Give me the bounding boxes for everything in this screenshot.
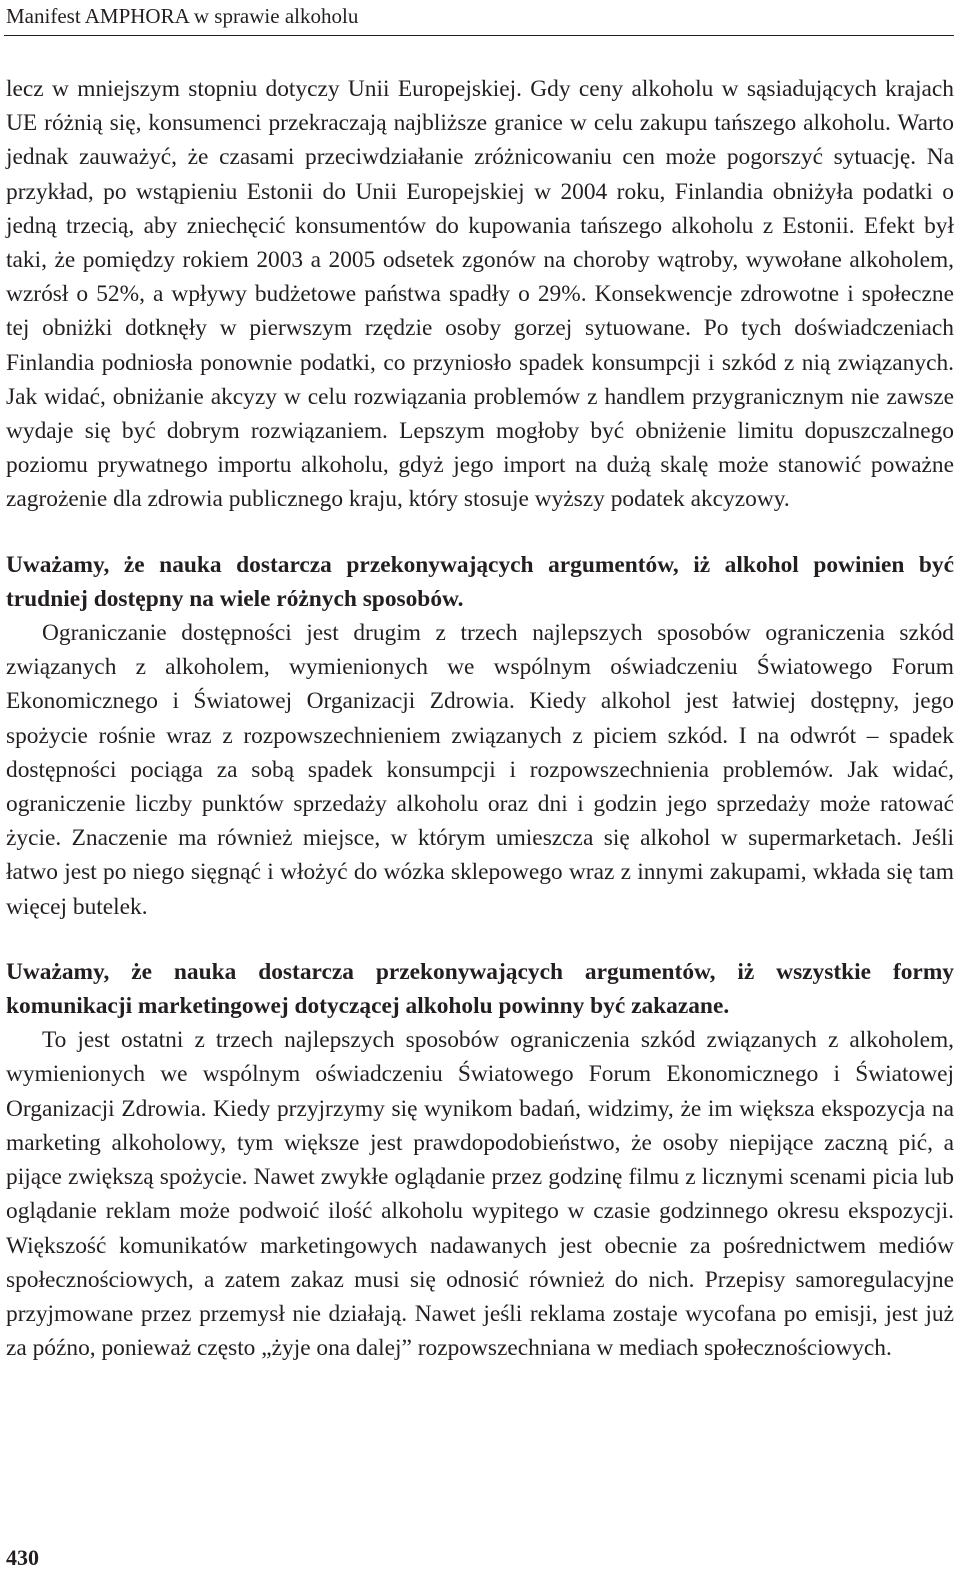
paragraph-availability: Ograniczanie dostępności jest drugim z trzech najlepszych sposobów ograniczenia szkód związanych z alkoholem, wymienionych we wspólnym oświadczeniu Światowego Forum Ekonomicznego i Światowej Organizacji Zdrowia. Kiedy alkohol jest łatwiej dostępny, jego spożycie rośnie wraz z rozpowszechnieniem związanych z piciem szkód. I na odwrót – spadek dostępności pociąga za sobą spadek konsumpcji i rozpowszechnienia problemów. Jak widać, ograniczenie liczby punktów sprzedaży alkoholu oraz dni i godzin jego sprzedaży może ratować życie. Znaczenie ma również miejsce, w którym umieszcza się alkohol w supermarketach. Jeśli łatwo jest po niego sięgnąć i włożyć do wózka sklepowego wraz z innymi zakupami, wkłada się tam więcej butelek. (6, 620, 954, 920)
heading-availability: Uważamy, że nauka dostarcza przekonywających argumentów, iż alkohol powinien być trudniej dostępny na wiele różnych sposobów. (6, 551, 954, 612)
running-head-title: Manifest AMPHORA w sprawie alkoholu (6, 4, 359, 28)
page-number: 430 (6, 1545, 39, 1570)
paragraph-marketing: To jest ostatni z trzech najlepszych sposobów ograniczenia szkód związanych z alkoholem, wymienionych we wspólnym oświadczeniu Światowego Forum Ekonomicznego i Światowej Organizacji Zdrowia. Kiedy przyjrzymy się wynikom badań, widzimy, że im większa ekspozycja na marketing alkoholowy, tym większe jest prawdopodobieństwo, że osoby niepijące zaczną pić, a pijące zwiększą spożycie. Nawet zwykłe oglądanie przez godzinę filmu z licznymi scenami picia lub oglądanie reklam może podwoić ilość alkoholu wypitego w czasie godzinnego okresu ekspozycji. Większość komunikatów marketingowych nadawanych jest obecnie za pośrednictwem mediów społecznościowych, a zatem zakaz musi się odnosić również do nich. Przepisy samoregulacyjne przyjmowane przez przemysł nie działają. Nawet jeśli reklama zostaje wycofana po emisji, jest już za późno, ponieważ często „żyje ona dalej” rozpowszechniana w mediach społecznościowych. (6, 1027, 954, 1362)
paragraph-border-trade: lecz w mniejszym stopniu dotyczy Unii Europejskiej. Gdy ceny alkoholu w sąsiadujących krajach UE różnią się, konsumenci przekraczają najbliższe granice w celu zakupu tańszego alkoholu. Warto jednak zauważyć, że czasami przeciwdziałanie zróżnicowaniu cen może pogorszyć sytuację. Na przykład, po wstąpieniu Estonii do Unii Europejskiej w 2004 roku, Finlandia obniżyła podatki o jedną trzecią, aby zniechęcić konsumentów do kupowania tańszego alkoholu z Estonii. Efekt był taki, że pomiędzy rokiem 2003 a 2005 odsetek zgonów na choroby wątroby, wywołane alkoholem, wzrósł o 52%, a wpływy budżetowe państwa spadły o 29%. Konsekwencje zdrowotne i społeczne tej obniżki dotknęły w pierwszym rzędzie osoby gorzej sytuowane. Po tych doświadczeniach Finlandia podniosła ponownie podatki, co przyniosło spadek konsumpcji i szkód z nią związanych. Jak widać, obniżanie akcyzy w celu rozwiązania problemów z handlem przygranicznym nie zawsze wydaje się być dobrym rozwiązaniem. Lepszym mogłoby być obniżenie limitu dopuszczalnego poziomu prywatnego importu alkoholu, gdyż jego import na dużą skalę może stanowić poważne zagrożenie dla zdrowia publicznego kraju, który stosuje wyższy podatek akcyzowy. (6, 76, 954, 513)
body-text (6, 72, 954, 1365)
header-rule (4, 35, 954, 36)
heading-marketing: Uważamy, że nauka dostarcza przekonywających argumentów, iż wszystkie formy komunikacji marketingowej dotyczącej alkoholu powinny być zakazane. (6, 958, 954, 1020)
